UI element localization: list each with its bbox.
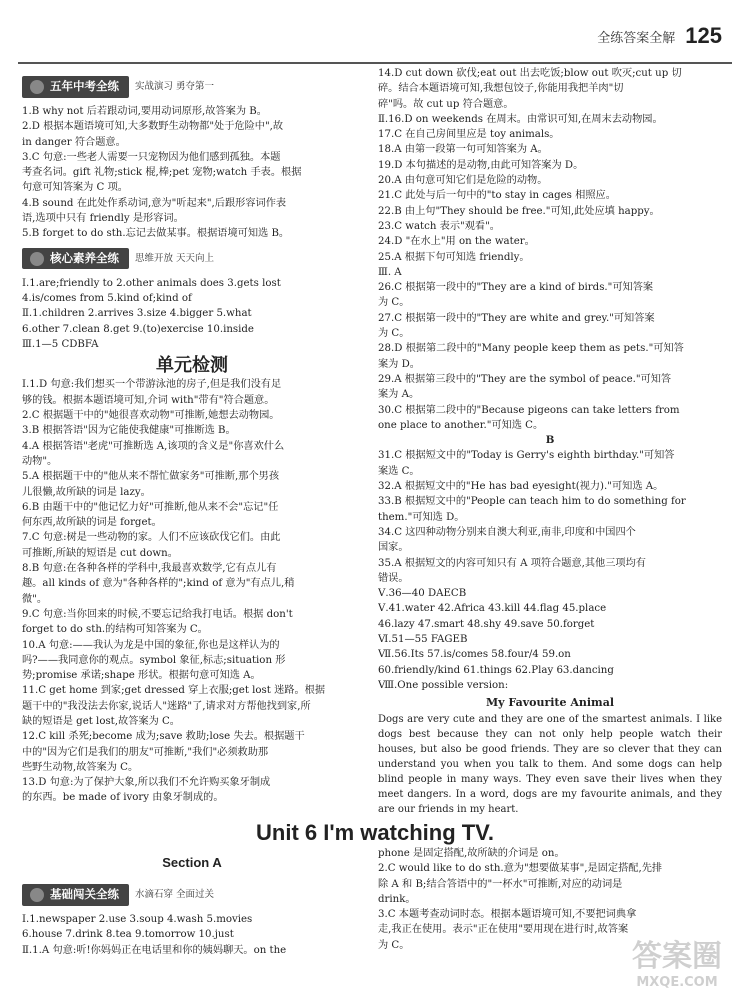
answer-line: 的东西。be made of ivory 由象牙制成的。: [22, 792, 224, 804]
answer-line: 25.A 根据下句可知选 friendly。: [378, 251, 530, 263]
answer-line: 35.A 根据短文的内容可知只有 A 项符合题意,其他三项均有: [378, 557, 646, 569]
answer-line: 33.B 根据短文中的"People can teach him to do something for: [378, 496, 686, 508]
part-b-label: B: [545, 434, 555, 447]
answer-line: 题干中的"我没法去你家,说话人"迷路"了,请求对方帮他找到家,所: [22, 700, 311, 712]
answer-line: 吗?——我同意你的观点。symbol 象征,标志;situation 形: [22, 654, 286, 666]
answer-line: 19.D 本句描述的是动物,由此可知答案为 D。: [378, 159, 584, 171]
answer-line: forget to do sth.的结构可知答案为 C。: [22, 624, 208, 636]
answer-line: 8.B 句意:在各种各样的学科中,我最喜欢数学,它有点儿有: [22, 563, 277, 575]
answer-line: 势;promise 承诺;shape 形状。根据句意可知选 A。: [22, 670, 261, 682]
essay-title: My Favourite Animal: [486, 696, 614, 710]
answer-line: 10.A 句意:——我认为龙是中国的象征,你也是这样认为的: [22, 639, 280, 651]
answer-line: 21.C 此处与后一句中的"to stay in cages 相照应。: [378, 190, 616, 202]
answer-line: 走,我正在使用。表示"正在使用"要用现在进行时,故答案: [378, 924, 629, 936]
right-column: [378, 66, 722, 817]
answer-line: 6.B 由题干中的"他记忆力好"可推断,他从来不会"忘记"任: [22, 501, 279, 513]
section-banner-core: [22, 248, 362, 270]
answer-line: Ⅲ. A: [378, 266, 402, 278]
answer-line: 除 A 和 B;结合答语中的"一杯水"可推断,对应的动词是: [378, 878, 623, 890]
header-title: 全练答案全解: [597, 30, 676, 46]
answer-line: Ⅴ.41.water 42.Africa 43.kill 44.flag 45.place: [378, 603, 607, 615]
header-divider: [18, 62, 732, 64]
answer-line: 26.C 根据第一段中的"They are a kind of birds."可知答案: [378, 282, 654, 294]
answer-line: 案为 A。: [378, 389, 420, 401]
answer-line: 3.C 本题考查动词时态。根据本题语境可知,不要把词典拿: [378, 909, 637, 921]
answer-line: 趣。all kinds of 意为"各种各样的";kind of 意为"有点儿,稍: [22, 578, 295, 590]
answer-line: 22.B 由上句"They should be free."可知,此处应填 happy。: [378, 205, 660, 217]
answer-line: 46.lazy 47.smart 48.shy 49.save 50.forget: [378, 618, 595, 630]
banner-title: 五年中考全练: [22, 76, 129, 97]
left-column: [22, 70, 362, 806]
answer-line: Ⅰ.1.are;friendly to 2.other animals does 3.gets lost: [22, 277, 281, 289]
answer-line: 句意可知答案为 C 项。: [22, 182, 128, 194]
answer-line: 够的钱。根据本题语境可知,介词 with"带有"符合题意。: [22, 394, 275, 406]
answer-line: 案选 C。: [378, 465, 420, 477]
answer-line: 11.C get home 到家;get dressed 穿上衣服;get lost 迷路。根据: [22, 685, 326, 697]
banner-subtitle: 水滴石穿 全面过关: [135, 889, 215, 901]
answer-line: 1.B why not 后若跟动词,要用动词原形,故答案为 B。: [22, 106, 267, 117]
answer-line: phone 是固定搭配,故所缺的介词是 on。: [378, 848, 565, 859]
answer-line: 27.C 根据第一段中的"They are white and grey."可知答案: [378, 312, 655, 324]
watermark: [632, 931, 722, 990]
answer-line: 24.D "在水上"用 on the water。: [378, 236, 535, 248]
answer-line: one place to another."可知选 C。: [378, 419, 544, 431]
section-banner-basic: [22, 884, 362, 906]
answer-line: 考查名词。gift 礼物;stick 棍,棒;pet 宠物;watch 手表。根据: [22, 167, 302, 179]
answer-line: 60.friendly/kind 61.things 62.Play 63.dancing: [378, 664, 614, 676]
watermark-url: MXQE.COM: [636, 975, 718, 990]
answer-line: 动物"。: [22, 455, 58, 467]
answer-line: 2.D 根据本题语境可知,大多数野生动物都"处于危险中",故: [22, 121, 284, 133]
unit-title: Unit 6 I'm watching TV.: [256, 820, 494, 845]
answer-line: 为 C。: [378, 297, 410, 309]
answer-line: 3.B 根据答语"因为它能使我健康"可推断选 B。: [22, 425, 236, 437]
answer-line: them."可知选 D。: [378, 511, 465, 523]
answer-block-right-1: [378, 66, 722, 433]
answer-line: 2.C 根据题干中的"她很喜欢动物"可推断,她想去动物园。: [22, 410, 280, 422]
banner-subtitle: 实战演习 勇夺第一: [135, 81, 215, 93]
answer-line: Ⅷ.One possible version:: [378, 679, 509, 691]
answer-line: 5.A 根据题干中的"他从来不帮忙做家务"可推断,那个男孩: [22, 471, 280, 483]
answer-line: 微"。: [22, 593, 48, 605]
watermark-text: 答案圈: [632, 939, 722, 974]
page-header: [597, 22, 722, 50]
answer-line: 4.is/comes from 5.kind of;kind of: [22, 292, 192, 304]
answer-line: 错误。: [378, 572, 409, 584]
bottom-left-column: [22, 878, 362, 958]
section-a-title: Section A: [162, 855, 222, 870]
answer-line: Ⅱ.1.children 2.arrives 3.size 4.bigger 5.what: [22, 308, 252, 320]
answer-line: 29.A 根据第三段中的"They are the symbol of peace."可知答: [378, 373, 672, 385]
answer-line: 34.C 这四种动物分别来自澳大利亚,南非,印度和中国四个: [378, 526, 636, 538]
answer-line: 6.other 7.clean 8.get 9.(to)exercise 10.inside: [22, 323, 254, 335]
answer-block-basic: [22, 912, 362, 958]
answer-line: 何东西,故所缺的词是 forget。: [22, 517, 162, 529]
answer-line: Ⅰ.1.D 句意:我们想买一个带游泳池的房子,但是我们没有足: [22, 379, 282, 391]
page-number: 125: [685, 23, 722, 48]
answer-line: 可推断,所缺的短语是 cut down。: [22, 547, 178, 559]
unit-test-title: 单元检测: [156, 355, 228, 377]
answer-line: Ⅱ.1.A 句意:听!你妈妈正在电话里和你的姨妈聊天。on the: [22, 944, 287, 956]
answer-line: 案为 D。: [378, 358, 420, 370]
answer-line: Ⅵ.51—55 FAGEB: [378, 633, 468, 645]
answer-line: 语,选项中只有 friendly 是形容词。: [22, 213, 184, 225]
answer-line: 32.A 根据短文中的"He has bad eyesight(视力)."可知选 A。: [378, 481, 664, 493]
banner-subtitle: 思维开放 天天向上: [135, 253, 215, 265]
banner-title: 核心素养全练: [22, 248, 129, 269]
answer-line: drink。: [378, 893, 416, 905]
answer-line: 30.C 根据第二段中的"Because pigeons can take letters from: [378, 404, 680, 416]
answer-line: 为 C。: [378, 328, 410, 340]
section-banner-exam: [22, 76, 362, 98]
answer-line: 12.C kill 杀死;become 成为;save 救助;lose 失去。根据题干: [22, 731, 305, 743]
answer-block-exam: [22, 104, 362, 242]
answer-line: Ⅱ.16.D on weekends 在周末。由常识可知,在周末去动物园。: [378, 113, 663, 125]
answer-line: Ⅶ.56.Its 57.is/comes 58.four/4 59.on: [378, 649, 571, 661]
answer-line: 28.D 根据第二段中的"Many people keep them as pets."可知答: [378, 343, 684, 355]
answer-line: 碎。结合本题语境可知,我想包饺子,你能用我把羊肉"切: [378, 83, 624, 95]
answer-line: 9.C 句意:当你回来的时候,不要忘记给我打电话。根据 don't: [22, 608, 293, 620]
answer-line: 5.B forget to do sth.忘记去做某事。根据语境可知选 B。: [22, 228, 290, 240]
answer-line: 缺的短语是 get lost,故答案为 C。: [22, 715, 180, 727]
answer-block-core: [22, 276, 362, 352]
answer-line: 17.C 在自己房间里应是 toy animals。: [378, 129, 560, 141]
answer-line: 7.C 句意:树是一些动物的家。人们不应该砍伐它们。由此: [22, 532, 281, 544]
answer-line: 为 C。: [378, 939, 410, 951]
answer-line: 18.A 由第一段第一句可知答案为 A。: [378, 144, 548, 156]
answer-line: 儿很懒,故所缺的词是 lazy。: [22, 486, 151, 498]
answer-line: 23.C watch 表示"观看"。: [378, 220, 500, 232]
answer-line: 20.A 由句意可知它们是危险的动物。: [378, 175, 548, 187]
answer-block-right-2: [378, 448, 722, 693]
answer-line: 国家。: [378, 542, 409, 554]
answer-line: 2.C would like to do sth.意为"想要做某事",是固定搭配,先排: [378, 863, 663, 875]
answer-line: Ⅲ.1—5 CDBFA: [22, 338, 99, 350]
banner-title: 基础闯关全练: [22, 884, 129, 905]
answer-line: 3.C 句意:一些老人需要一只宠物因为他们感到孤独。本题: [22, 151, 281, 163]
answer-line: Ⅰ.1.newspaper 2.use 3.soup 4.wash 5.movies: [22, 914, 253, 925]
essay-text: Dogs are very cute and they are one of the smartest animals. I like dogs best because they can not only help people watch their houses, but also be good friends. They are so clever that they can understand you when you talk to them. And some dogs can help blind people in many ways. They even save their lives when they meet dangers. In a word, dogs are my favourite animals, and they are our friends in my heart.: [378, 714, 722, 816]
answer-line: 31.C 根据短文中的"Today is Gerry's eighth birthday."可知答: [378, 450, 675, 462]
answer-line: 6.house 7.drink 8.tea 9.tomorrow 10.just: [22, 929, 234, 941]
answer-line: 4.B sound 在此处作系动词,意为"听起来",后跟形容词作表: [22, 197, 287, 209]
answer-line: in danger 符合题意。: [22, 136, 126, 148]
answer-line: 14.D cut down 砍伐;eat out 出去吃饭;blow out 吹灭;cut up 切: [378, 68, 682, 79]
answer-line: 13.D 句意:为了保护大象,所以我们不允许购买象牙制成: [22, 777, 271, 789]
answer-line: 中的"因为它们是我们的朋友"可推断,"我们"必须救助那: [22, 746, 269, 758]
answer-line: 4.A 根据答语"老虎"可推断选 A,该项的含义是"你喜欢什么: [22, 440, 285, 452]
answer-block-unit-test: [22, 377, 362, 805]
answer-line: Ⅴ.36—40 DAECB: [378, 588, 467, 600]
answer-line: 些野生动物,故答案为 C。: [22, 761, 139, 773]
answer-line: 碎"吗。故 cut up 符合题意。: [378, 98, 514, 110]
